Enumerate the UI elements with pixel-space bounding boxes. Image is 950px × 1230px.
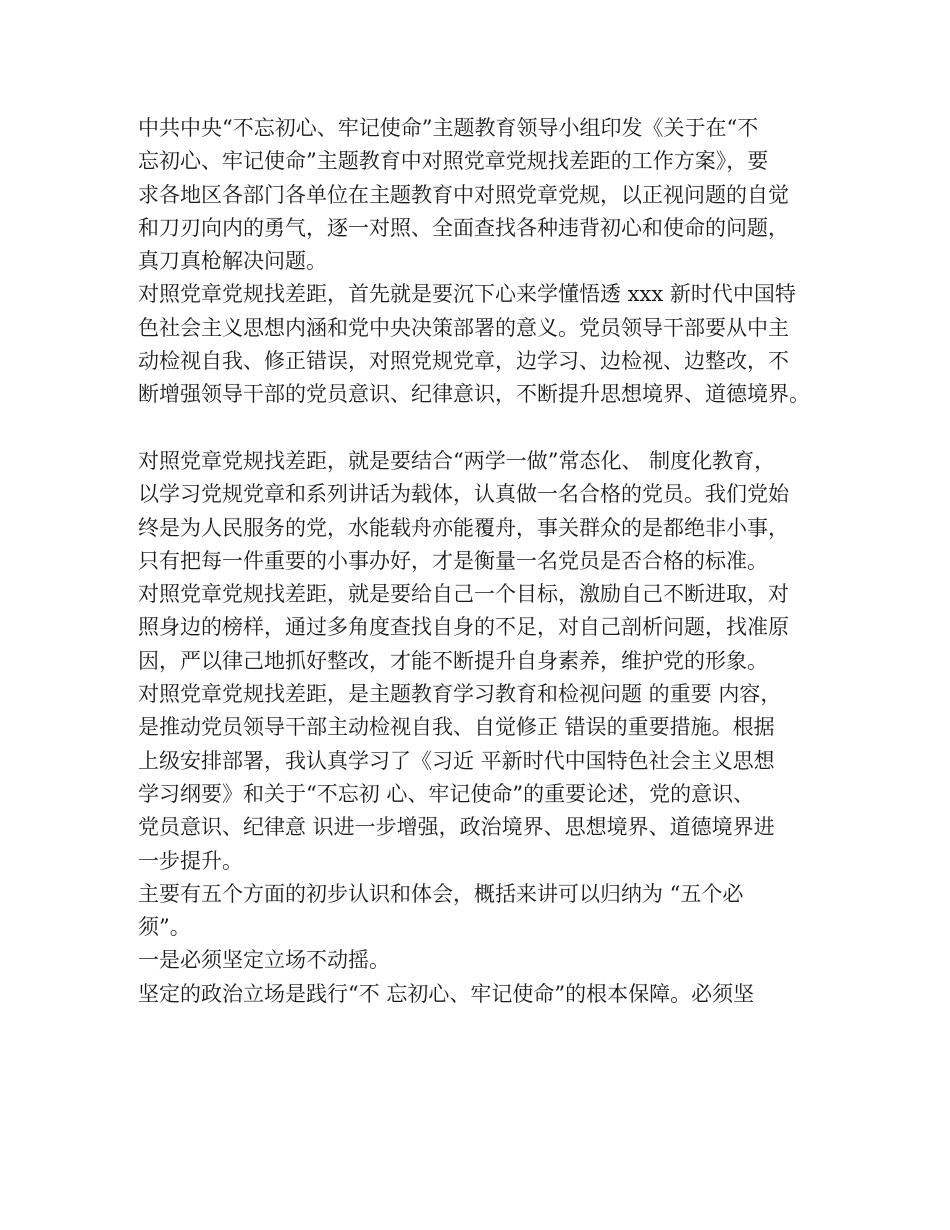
text-line: 真刀真枪解决问题。 xyxy=(138,249,327,274)
text-line: 终是为人民服务的党，水能载舟亦能覆舟，事关群众的是都绝非小事， xyxy=(138,515,789,540)
text-line: 因，严以律己地抓好整改，才能不断提升自身素养，维护党的形象。 xyxy=(138,648,768,673)
text-line: 学习纲要》和关于“不忘初 心、牢记使命”的重要论述，党的意识、 xyxy=(138,781,755,806)
text-line: 主要有五个方面的初步认识和体会，概括来讲可以归纳为 “五个必 xyxy=(138,881,744,906)
text-line: 忘初心、牢记使命”主题教育中对照党章党规找差距的工作方案》，要 xyxy=(138,149,769,174)
text-line: 断增强领导干部的党员意识、纪律意识，不断提升思想境界、道德境界。 xyxy=(138,382,810,407)
text-line: 对照党章党规找差距，首先就是要沉下心来学懂悟透 xxx 新时代中国特 xyxy=(138,282,796,307)
text-line: 动检视自我、修正错误，对照党规党章，边学习、边检视、边整改，不 xyxy=(138,349,789,374)
text-line: 上级安排部署，我认真学习了《习近 平新时代中国特色社会主义思想 xyxy=(138,748,775,773)
text-line: 以学习党规党章和系列讲话为载体，认真做一名合格的党员。我们党始 xyxy=(138,482,789,507)
text-line: 照身边的榜样，通过多角度查找自身的不足，对自己剖析问题，找准原 xyxy=(138,615,789,640)
text-line: 只有把每一件重要的小事办好，才是衡量一名党员是否合格的标准。 xyxy=(138,548,768,573)
text-line: 是推动党员领导干部主动检视自我、自觉修正 错误的重要措施。根据 xyxy=(138,715,775,740)
text-line: 须”。 xyxy=(138,915,191,940)
text-line: 色社会主义思想内涵和党中央决策部署的意义。党员领导干部要从中主 xyxy=(138,315,789,340)
text-line: 对照党章党规找差距，是主题教育学习教育和检视问题 的重要 内容， xyxy=(138,682,782,707)
text-line: 坚定的政治立场是践行“不 忘初心、牢记使命”的根本保障。必须坚 xyxy=(138,981,755,1006)
text-line: 党员意识、纪律意 识进一步增强，政治境界、思想境界、道德境界进 xyxy=(138,815,775,840)
paragraph-gap xyxy=(138,412,838,445)
text-line: 和刀刃向内的勇气，逐一对照、全面查找各种违背初心和使命的问题， xyxy=(138,215,789,240)
text-line: 对照党章党规找差距，就是要结合“两学一做”常态化、 制度化教育， xyxy=(138,448,776,473)
text-line: 一是必须坚定立场不动摇。 xyxy=(138,948,390,973)
document-body xyxy=(138,112,838,1011)
text-line: 对照党章党规找差距，就是要给自己一个目标，激励自己不断进取，对 xyxy=(138,582,789,607)
text-line: 中共中央“不忘初心、牢记使命”主题教育领导小组印发《关于在“不 xyxy=(138,116,759,140)
text-line: 一步提升。 xyxy=(138,848,243,873)
text-line: 求各地区各部门各单位在主题教育中对照党章党规，以正视问题的自觉 xyxy=(138,182,789,207)
